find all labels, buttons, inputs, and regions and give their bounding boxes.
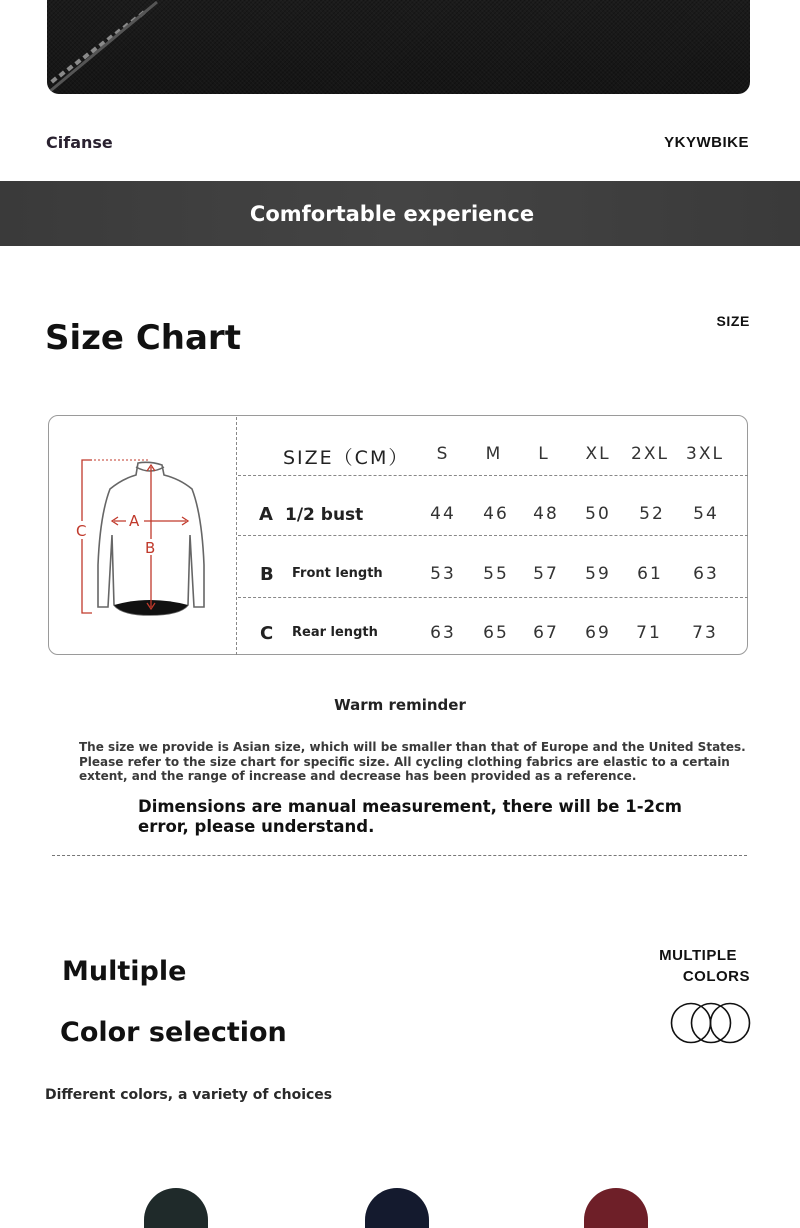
diagram-label-a: A [129,512,140,530]
multiple-colors-tag-line1: MULTIPLE [659,947,737,964]
brand-left: Cifanse [46,133,113,152]
row-label: Rear length [292,625,378,640]
table-cell: 44 [430,504,456,524]
size-notice-text: The size we provide is Asian size, which will be smaller than that of Europe and the United States. Please refer to the size chart for specific size. All cycling clothing fabrics are elastic to a certain extent, and the range of increase and decrease has been provided as a reference. [79,740,746,783]
table-cell: 59 [585,564,611,584]
jersey-diagram [70,455,210,625]
warm-reminder-title: Warm reminder [334,696,466,714]
table-cell: 69 [585,623,611,643]
table-cell: 53 [430,564,456,584]
size-col-header: M [485,444,503,464]
color-section-title-line1: Multiple [62,956,187,987]
table-header-label: SIZE（CM） [283,447,410,469]
row-label: Front length [292,566,383,581]
size-col-header: 2XL [631,444,669,464]
table-row-divider [238,475,748,476]
multiple-colors-tag [617,945,750,987]
size-col-header: S [436,444,450,464]
row-letter: C [260,623,274,644]
table-vertical-divider [236,417,237,655]
table-cell: 55 [483,564,509,584]
row-label: 1/2 bust [285,505,364,525]
size-chart-title: Size Chart [45,318,241,358]
table-cell: 46 [483,504,509,524]
table-cell: 52 [639,504,665,524]
fabric-photo [47,0,750,94]
measurement-note: Dimensions are manual measurement, there will be 1-2cm error, please understand. [138,797,682,836]
size-col-header: XL [585,444,611,464]
table-cell: 73 [692,623,718,643]
table-row-divider [238,597,748,598]
banner [0,181,800,246]
row-letter: A [259,504,273,525]
jersey-thumbnail-navy[interactable] [365,1188,429,1228]
table-cell: 61 [637,564,663,584]
diagram-label-c: C [76,522,87,540]
jersey-thumbnail-dark-green[interactable] [144,1188,208,1228]
rings-icon [670,1001,752,1045]
jersey-thumbnail-burgundy[interactable] [584,1188,648,1228]
row-letter: B [260,564,274,585]
table-cell: 48 [533,504,559,524]
banner-title: Comfortable experience [249,201,535,226]
table-cell: 67 [533,623,559,643]
table-cell: 50 [585,504,611,524]
table-cell: 54 [693,504,719,524]
diagram-label-b: B [145,539,156,557]
color-section-title-line2: Color selection [60,1017,287,1048]
zipper-graphic [47,0,750,94]
table-cell: 71 [636,623,662,643]
size-tag: SIZE [716,313,750,329]
color-section-subtitle: Different colors, a variety of choices [45,1087,333,1103]
table-cell: 65 [483,623,509,643]
table-cell: 63 [430,623,456,643]
size-col-header: 3XL [686,444,724,464]
table-row-divider [238,535,748,536]
multiple-colors-tag-line2: COLORS [682,968,750,985]
table-cell: 57 [533,564,559,584]
brand-right: YKYWBIKE [664,134,749,151]
size-col-header: L [538,444,550,464]
table-cell: 63 [693,564,719,584]
section-divider [52,855,747,856]
